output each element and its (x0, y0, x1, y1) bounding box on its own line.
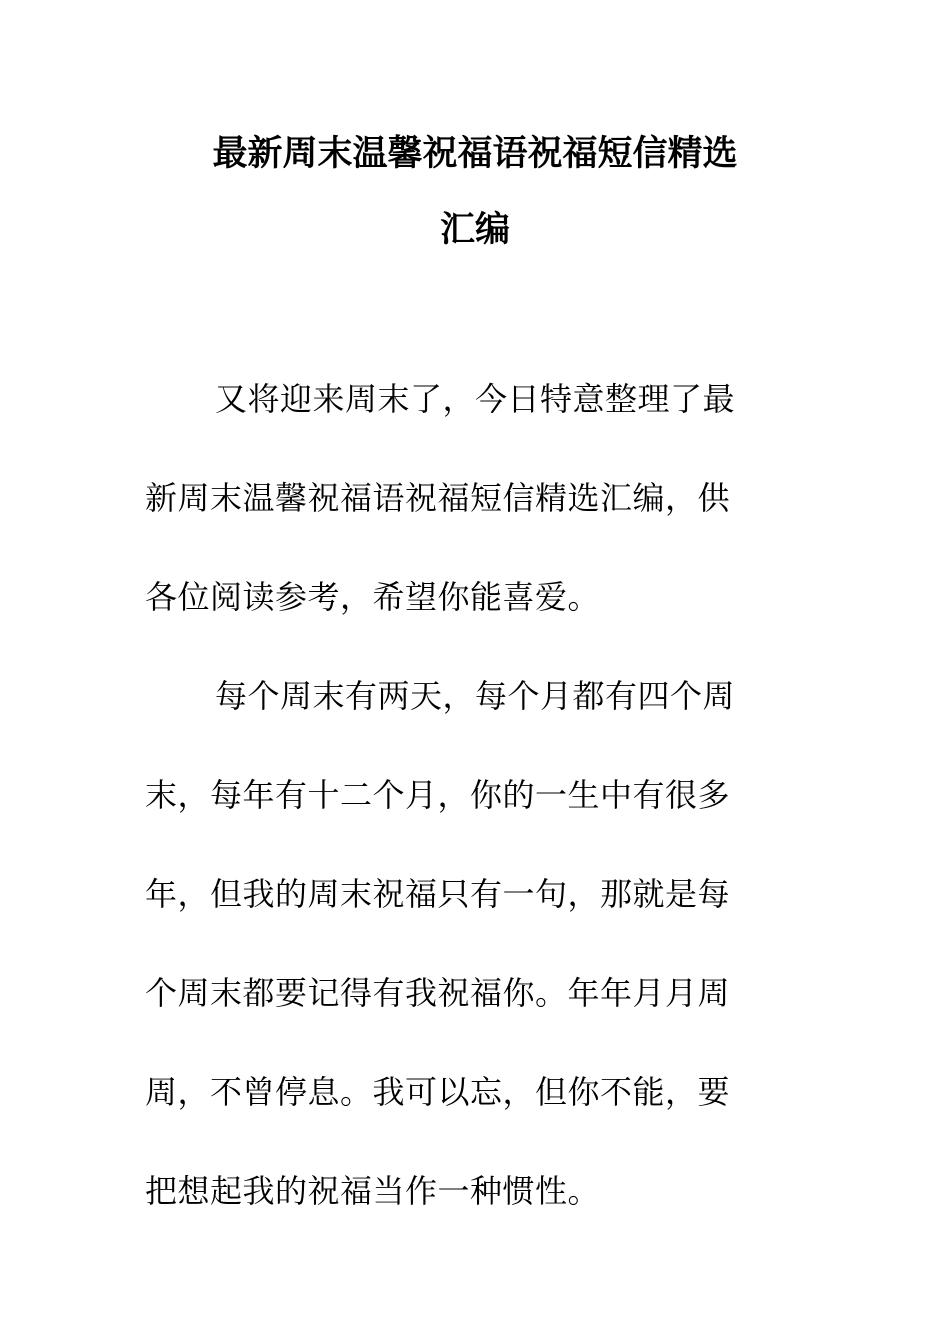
document-body (145, 350, 785, 1241)
paragraph-2 (145, 647, 785, 1241)
title-line-1: 最新周末温馨祝福语祝福短信精选 (212, 133, 738, 174)
paragraph-line: 又将迎来周末了，今日特意整理了最 (215, 380, 736, 418)
paragraph-1 (145, 350, 785, 647)
paragraph-line: 末，每年有十二个月，你的一生中有很多 (145, 776, 731, 814)
paragraph-line: 年，但我的周末祝福只有一句，那就是每 (145, 875, 731, 913)
paragraph-line: 新周末温馨祝福语祝福短信精选汇编，供 (145, 479, 731, 517)
paragraph-line: 把想起我的祝福当作一种惯性。 (145, 1172, 601, 1210)
paragraph-line: 个周末都要记得有我祝福你。年年月月周 (145, 974, 731, 1012)
paragraph-line: 各位阅读参考，希望你能喜爱。 (145, 578, 601, 616)
title-line-2: 汇编 (439, 209, 510, 250)
paragraph-line: 周，不曾停息。我可以忘，但你不能，要 (145, 1073, 731, 1111)
document-title (150, 116, 800, 268)
paragraph-line: 每个周末有两天，每个月都有四个周 (215, 677, 736, 715)
